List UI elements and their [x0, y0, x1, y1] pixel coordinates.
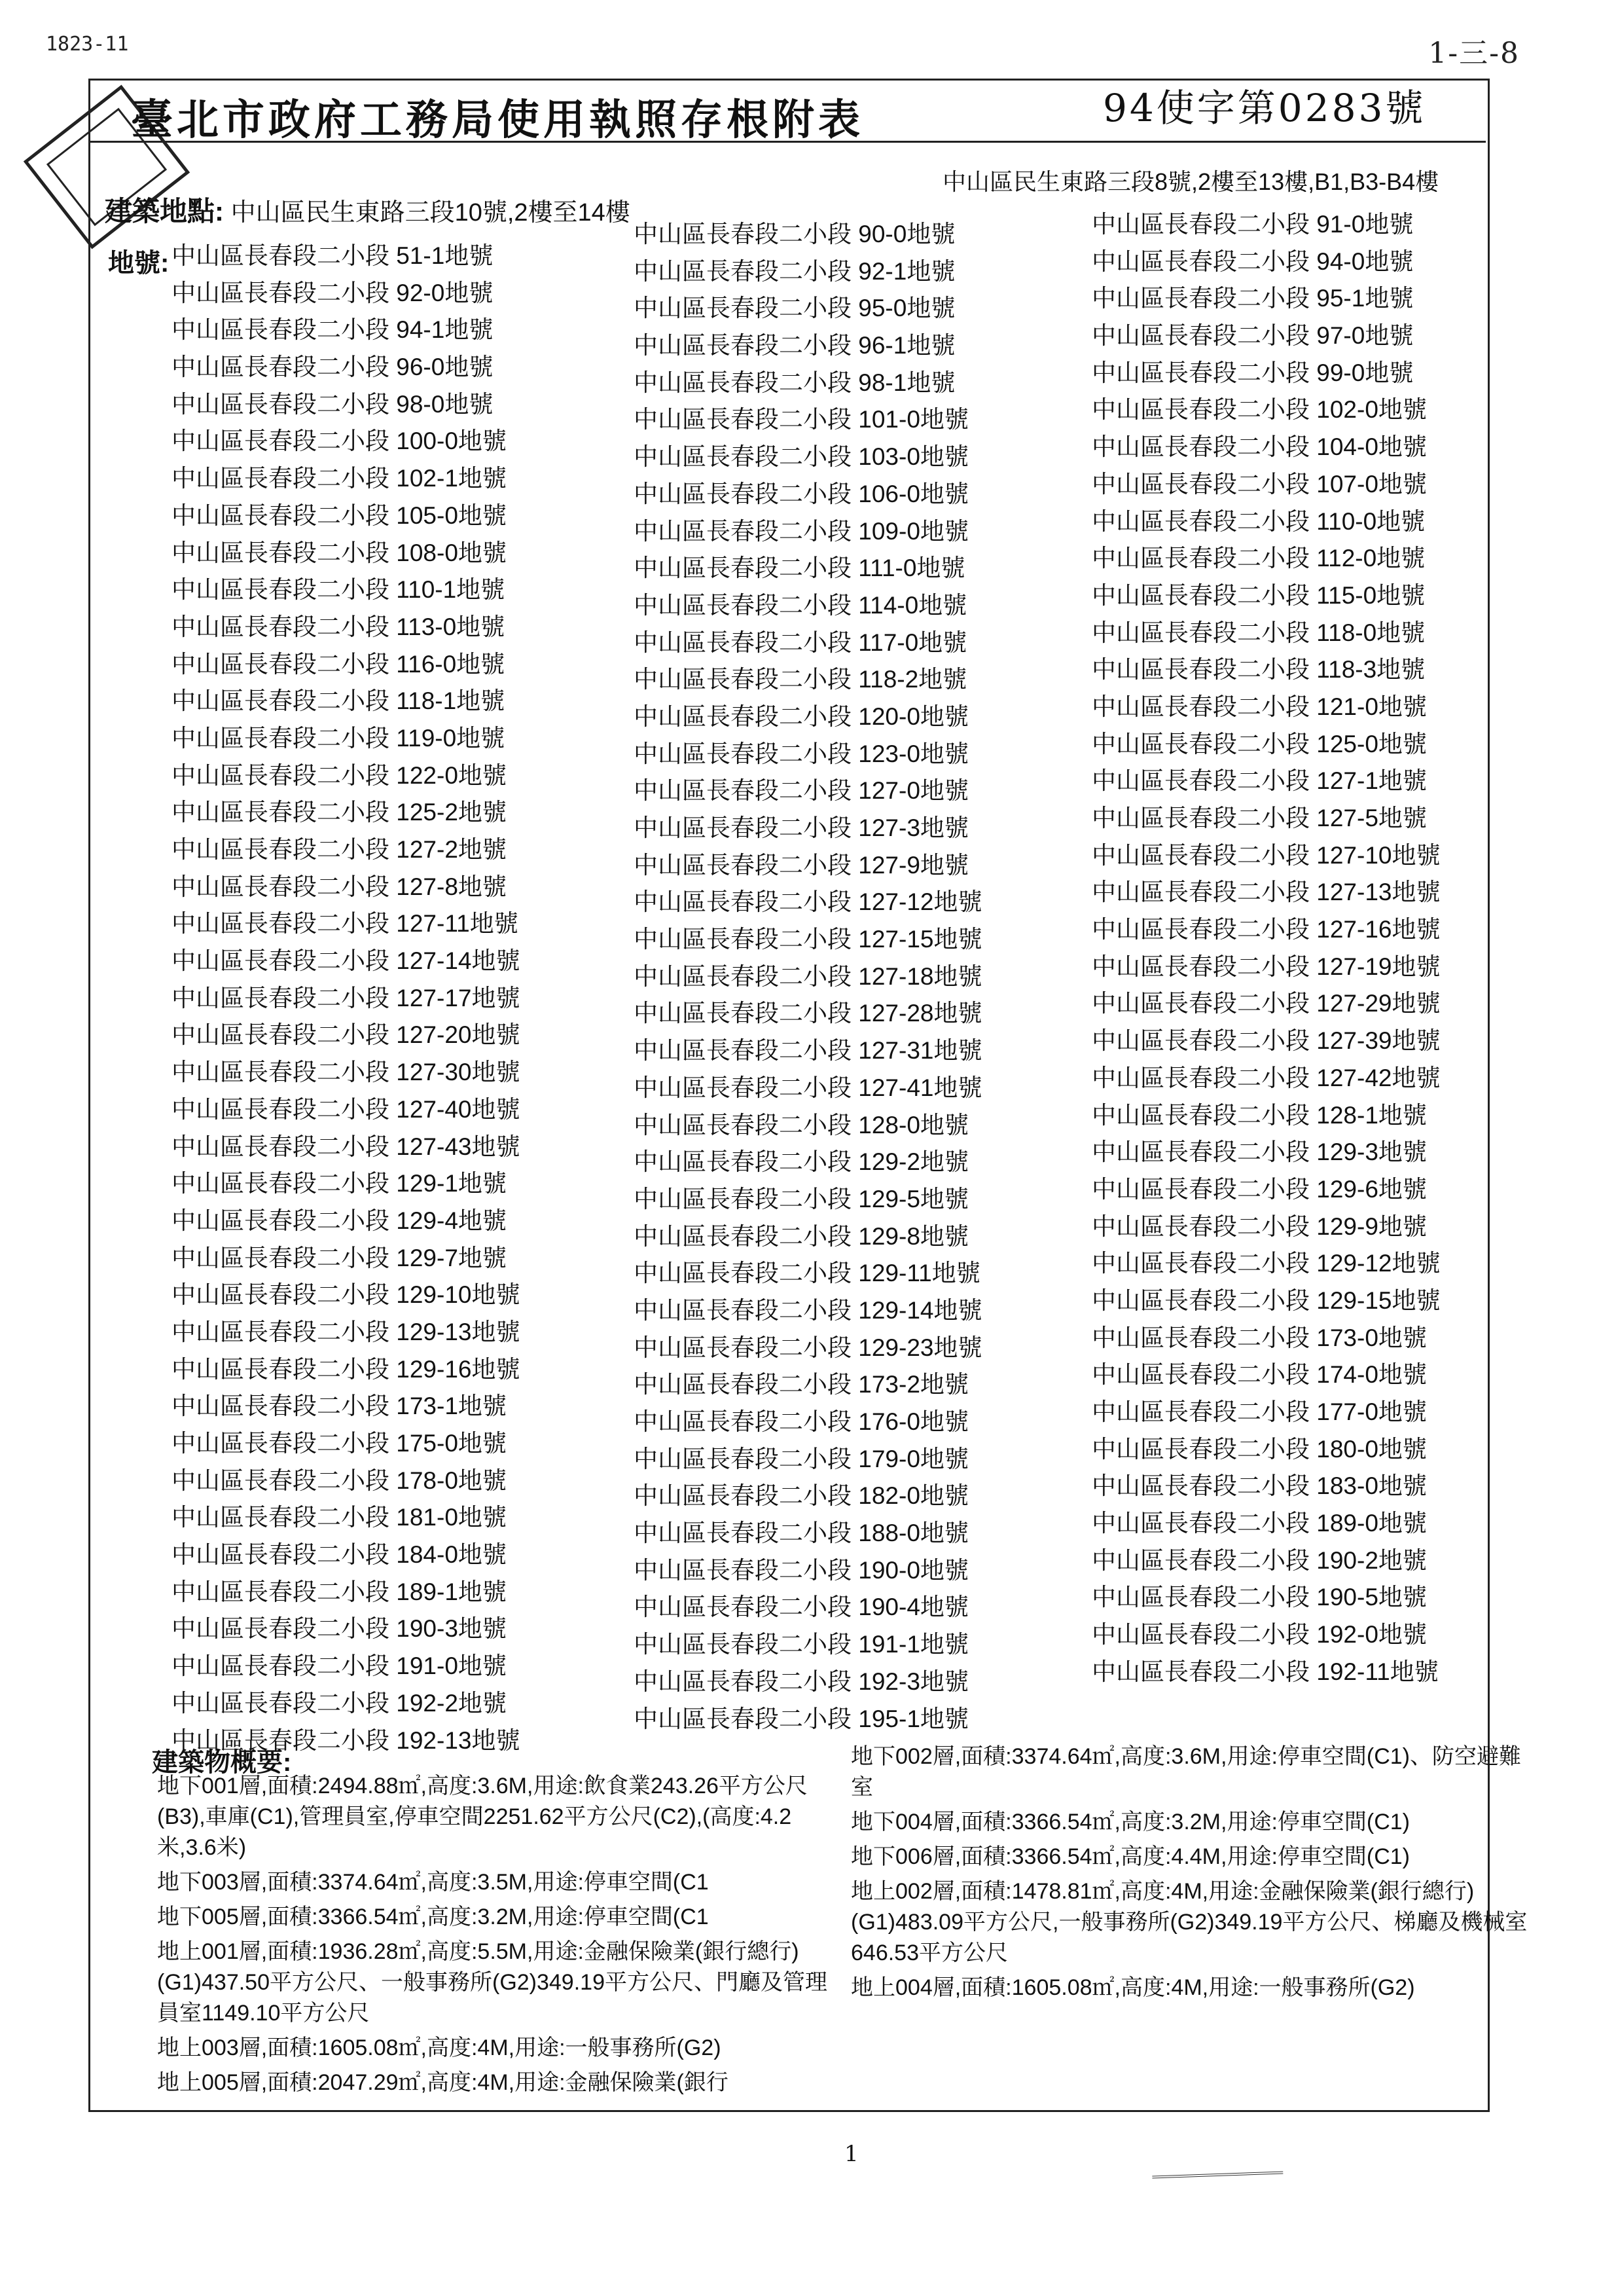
document-number: 94使字第0283號 [1103, 86, 1426, 130]
lot-entry: 中山區長春段二小段 112-0地號 [1092, 545, 1426, 572]
lot-entry: 中山區長春段二小段 127-11地號 [171, 910, 518, 938]
address-primary [105, 190, 630, 229]
lot-entry: 中山區長春段二小段 129-23地號 [634, 1334, 982, 1361]
lot-entry: 中山區長春段二小段 180-0地號 [1092, 1435, 1427, 1463]
lot-entry: 中山區長春段二小段 106-0地號 [634, 480, 969, 507]
lot-entry: 中山區長春段二小段 100-0地號 [171, 428, 507, 455]
lot-entry: 中山區長春段二小段 127-42地號 [1092, 1064, 1441, 1091]
lot-entry: 中山區長春段二小段 101-0地號 [634, 406, 969, 433]
lot-entry: 中山區長春段二小段 118-0地號 [1092, 619, 1426, 646]
lot-entry: 中山區長春段二小段 127-29地號 [1092, 990, 1441, 1017]
lot-entry: 中山區長春段二小段 108-0地號 [171, 539, 507, 566]
lot-entry: 中山區長春段二小段 129-6地號 [1092, 1175, 1427, 1203]
lot-entry: 中山區長春段二小段 127-17地號 [171, 984, 520, 1011]
lot-entry: 中山區長春段二小段 191-1地號 [634, 1631, 969, 1658]
lot-entry: 中山區長春段二小段 129-14地號 [634, 1296, 982, 1324]
lot-entry: 中山區長春段二小段 192-0地號 [1092, 1621, 1427, 1649]
lot-entry: 中山區長春段二小段 183-0地號 [1092, 1472, 1427, 1500]
floor-summary-entry: 地上005層,面積:2047.29㎡,高度:4M,用途:金融保險業(銀行 [157, 2070, 728, 2095]
lot-entry: 中山區長春段二小段 129-11地號 [634, 1260, 980, 1287]
lot-entry: 中山區長春段二小段 192-13地號 [171, 1726, 520, 1754]
lot-entry: 中山區長春段二小段 129-13地號 [171, 1318, 520, 1345]
lot-entry: 中山區長春段二小段 127-15地號 [634, 926, 982, 953]
lot-entry: 中山區長春段二小段 98-0地號 [171, 390, 494, 418]
lot-entry: 中山區長春段二小段 118-3地號 [1092, 656, 1426, 683]
lot-entry: 中山區長春段二小段 92-0地號 [171, 279, 494, 306]
lot-entry: 中山區長春段二小段 127-9地號 [634, 851, 969, 879]
address-label: 建築地點: [105, 196, 224, 227]
lot-entry: 中山區長春段二小段 190-2地號 [1092, 1546, 1427, 1574]
lot-entry: 中山區長春段二小段 129-16地號 [171, 1355, 520, 1383]
lot-entry: 中山區長春段二小段 129-7地號 [171, 1244, 507, 1271]
address-primary-value: 中山區民生東路三段10號,2樓至14樓 [230, 199, 630, 227]
floor-summary-entry: 地下005層,面積:3366.54㎡,高度:3.2M,用途:停車空間(C1 [157, 1904, 709, 1929]
floor-summary-entry: 地下002層,面積:3374.64㎡,高度:3.6M,用途:停車空間(C1)、防空避難室 [851, 1744, 1521, 1800]
floor-summary-entry: 地上002層,面積:1478.81㎡,高度:4M,用途:金融保險業(銀行總行)(G1)483.09平方公尺,一般事務所(G2)349.19平方公尺、梯廳及機械室646.53平方公尺 [851, 1879, 1528, 1965]
lot-entry: 中山區長春段二小段 90-0地號 [634, 221, 956, 247]
lot-entry: 中山區長春段二小段 129-15地號 [1092, 1286, 1441, 1314]
summary-column-left [157, 1771, 838, 2102]
floor-summary-entry: 地上003層,面積:1605.08㎡,高度:4M,用途:一般事務所(G2) [157, 2035, 721, 2060]
lot-entry: 中山區長春段二小段 127-10地號 [1092, 841, 1441, 869]
lot-entry: 中山區長春段二小段 113-0地號 [171, 613, 505, 640]
summary-column-right [851, 1741, 1532, 2007]
lot-entry: 中山區長春段二小段 96-0地號 [171, 354, 494, 381]
lot-entry: 中山區長春段二小段 95-0地號 [634, 295, 956, 322]
signature-mark [1152, 2159, 1284, 2179]
address-secondary: 中山區民生東路三段8號,2樓至13樓,B1,B3-B4樓 [943, 168, 1439, 195]
lot-entry: 中山區長春段二小段 173-0地號 [1092, 1324, 1427, 1351]
lot-entry: 中山區長春段二小段 173-1地號 [171, 1393, 507, 1420]
lot-entry: 中山區長春段二小段 127-39地號 [1092, 1027, 1441, 1055]
lot-entry: 中山區長春段二小段 96-1地號 [634, 332, 956, 359]
lot-entry: 中山區長春段二小段 129-10地號 [171, 1281, 520, 1309]
lot-entry: 中山區長春段二小段 111-0地號 [634, 555, 965, 582]
lot-entry: 中山區長春段二小段 127-30地號 [171, 1059, 520, 1086]
lot-entry: 中山區長春段二小段 127-2地號 [171, 836, 507, 863]
lot-entry: 中山區長春段二小段 91-0地號 [1092, 211, 1414, 238]
scan-reference-mark: 1823-11 [46, 33, 129, 56]
lot-entry: 中山區長春段二小段 127-3地號 [634, 814, 969, 841]
lot-entry: 中山區長春段二小段 128-1地號 [1092, 1101, 1427, 1129]
lot-entry: 中山區長春段二小段 129-3地號 [1092, 1139, 1427, 1166]
lot-entry: 中山區長春段二小段 192-11地號 [1092, 1658, 1439, 1685]
lot-entry: 中山區長春段二小段 127-20地號 [171, 1021, 520, 1049]
lot-entry: 中山區長春段二小段 105-0地號 [171, 501, 507, 529]
lot-entry: 中山區長春段二小段 51-1地號 [171, 242, 494, 269]
lot-column-3 [1092, 206, 1441, 1691]
lot-entry: 中山區長春段二小段 127-40地號 [171, 1095, 520, 1123]
lot-column-1 [171, 238, 520, 1759]
lot-entry: 中山區長春段二小段 95-1地號 [1092, 285, 1414, 312]
lot-entry: 中山區長春段二小段 127-16地號 [1092, 916, 1441, 943]
lot-label: 地號: [108, 249, 170, 278]
lot-entry: 中山區長春段二小段 121-0地號 [1092, 693, 1427, 720]
lot-entry: 中山區長春段二小段 129-9地號 [1092, 1212, 1427, 1240]
lot-entry: 中山區長春段二小段 127-31地號 [634, 1037, 982, 1065]
lot-entry: 中山區長春段二小段 127-8地號 [171, 873, 507, 900]
lot-entry: 中山區長春段二小段 110-0地號 [1092, 507, 1426, 535]
summary-label: 建築物概要: [152, 1748, 292, 1777]
lot-entry: 中山區長春段二小段 129-1地號 [171, 1170, 507, 1197]
floor-summary-entry: 地下006層,面積:3366.54㎡,高度:4.4M,用途:停車空間(C1) [851, 1844, 1410, 1869]
lot-entry: 中山區長春段二小段 191-0地號 [171, 1652, 507, 1680]
lot-entry: 中山區長春段二小段 115-0地號 [1092, 581, 1426, 609]
lot-entry: 中山區長春段二小段 119-0地號 [171, 724, 505, 752]
lot-column-2 [634, 216, 982, 1738]
lot-entry: 中山區長春段二小段 178-0地號 [171, 1467, 507, 1494]
lot-entry: 中山區長春段二小段 192-3地號 [634, 1667, 969, 1695]
floor-summary-entry: 地上001層,面積:1936.28㎡,高度:5.5M,用途:金融保險業(銀行總行)(G1)437.50平方公尺、一般事務所(G2)349.19平方公尺、門廳及管理員室1149.10平方公尺 [157, 1939, 827, 2026]
floor-summary-entry: 地下001層,面積:2494.88㎡,高度:3.6M,用途:飲食業243.26平方公尺(B3),車庫(C1),管理員室,停車空間2251.62平方公尺(C2),(高度:4.2米,3.6米) [157, 1774, 808, 1860]
lot-entry: 中山區長春段二小段 109-0地號 [634, 517, 969, 545]
lot-entry: 中山區長春段二小段 188-0地號 [634, 1520, 969, 1547]
lot-entry: 中山區長春段二小段 122-0地號 [171, 761, 507, 789]
lot-entry: 中山區長春段二小段 127-5地號 [1092, 805, 1427, 831]
lot-entry: 中山區長春段二小段 190-4地號 [634, 1594, 969, 1621]
lot-entry: 中山區長春段二小段 174-0地號 [1092, 1361, 1427, 1389]
lot-entry: 中山區長春段二小段 94-0地號 [1092, 247, 1414, 275]
lot-entry: 中山區長春段二小段 184-0地號 [171, 1541, 507, 1569]
lot-entry: 中山區長春段二小段 104-0地號 [1092, 433, 1427, 461]
lot-entry: 中山區長春段二小段 92-1地號 [634, 257, 956, 285]
lot-entry: 中山區長春段二小段 110-1地號 [171, 576, 505, 604]
lot-entry: 中山區長春段二小段 192-2地號 [171, 1689, 507, 1717]
lot-entry: 中山區長春段二小段 189-0地號 [1092, 1510, 1427, 1537]
page-number: 1 [844, 2141, 859, 2167]
lot-entry: 中山區長春段二小段 125-2地號 [171, 799, 507, 826]
lot-entry: 中山區長春段二小段 175-0地號 [171, 1430, 507, 1457]
lot-entry: 中山區長春段二小段 116-0地號 [171, 650, 505, 678]
corner-handwritten-mark: 1-三-8 [1428, 37, 1520, 70]
lot-entry: 中山區長春段二小段 98-1地號 [634, 369, 956, 396]
lot-entry: 中山區長春段二小段 129-12地號 [1092, 1250, 1441, 1277]
lot-entry: 中山區長春段二小段 181-0地號 [171, 1504, 507, 1531]
document-title: 臺北市政府工務局使用執照存根附表 [131, 96, 864, 145]
lot-entry: 中山區長春段二小段 129-5地號 [634, 1185, 969, 1212]
lot-entry: 中山區長春段二小段 190-0地號 [634, 1556, 969, 1584]
lot-entry: 中山區長春段二小段 176-0地號 [634, 1408, 969, 1435]
lot-entry: 中山區長春段二小段 125-0地號 [1092, 730, 1427, 757]
lot-entry: 中山區長春段二小段 190-5地號 [1092, 1584, 1427, 1611]
lot-entry: 中山區長春段二小段 102-1地號 [171, 465, 507, 492]
lot-entry: 中山區長春段二小段 127-1地號 [1092, 767, 1427, 795]
lot-entry: 中山區長春段二小段 127-43地號 [171, 1133, 520, 1160]
lot-entry: 中山區長春段二小段 190-3地號 [171, 1615, 507, 1643]
lot-entry: 中山區長春段二小段 107-0地號 [1092, 470, 1427, 498]
lot-entry: 中山區長春段二小段 128-0地號 [634, 1111, 969, 1139]
lot-entry: 中山區長春段二小段 114-0地號 [634, 591, 967, 619]
lot-entry: 中山區長春段二小段 127-28地號 [634, 1000, 982, 1027]
lot-entry: 中山區長春段二小段 189-1地號 [171, 1578, 507, 1605]
lot-entry: 中山區長春段二小段 94-1地號 [171, 316, 494, 344]
lot-entry: 中山區長春段二小段 177-0地號 [1092, 1398, 1427, 1425]
lot-entry: 中山區長春段二小段 127-14地號 [171, 947, 520, 975]
lot-entry: 中山區長春段二小段 120-0地號 [634, 702, 969, 730]
lot-entry: 中山區長春段二小段 117-0地號 [634, 629, 967, 656]
lot-entry: 中山區長春段二小段 127-41地號 [634, 1074, 982, 1101]
lot-entry: 中山區長春段二小段 102-0地號 [1092, 396, 1427, 424]
lot-entry: 中山區長春段二小段 118-2地號 [634, 666, 967, 693]
lot-entry: 中山區長春段二小段 103-0地號 [634, 443, 969, 471]
lot-entry: 中山區長春段二小段 127-12地號 [634, 888, 982, 916]
lot-entry: 中山區長春段二小段 123-0地號 [634, 740, 969, 767]
lot-entry: 中山區長春段二小段 179-0地號 [634, 1445, 969, 1472]
floor-summary-entry: 地下003層,面積:3374.64㎡,高度:3.5M,用途:停車空間(C1 [157, 1870, 709, 1895]
lot-entry: 中山區長春段二小段 127-13地號 [1092, 879, 1441, 906]
lot-entry: 中山區長春段二小段 127-19地號 [1092, 953, 1441, 980]
lot-entry: 中山區長春段二小段 129-4地號 [171, 1207, 507, 1234]
lot-entry: 中山區長春段二小段 118-1地號 [171, 687, 505, 715]
lot-entry: 中山區長春段二小段 99-0地號 [1092, 359, 1414, 386]
lot-entry: 中山區長春段二小段 173-2地號 [634, 1371, 969, 1398]
lot-entry: 中山區長春段二小段 195-1地號 [634, 1705, 969, 1732]
lot-entry: 中山區長春段二小段 97-0地號 [1092, 322, 1414, 350]
lot-entry: 中山區長春段二小段 182-0地號 [634, 1482, 969, 1510]
lot-entry: 中山區長春段二小段 129-8地號 [634, 1222, 969, 1250]
lot-entry: 中山區長春段二小段 129-2地號 [634, 1148, 969, 1176]
lot-entry: 中山區長春段二小段 127-18地號 [634, 962, 982, 990]
lot-entry: 中山區長春段二小段 127-0地號 [634, 777, 969, 805]
floor-summary-entry: 地下004層,面積:3366.54㎡,高度:3.2M,用途:停車空間(C1) [851, 1810, 1410, 1834]
floor-summary-entry: 地上004層,面積:1605.08㎡,高度:4M,用途:一般事務所(G2) [851, 1975, 1415, 2000]
